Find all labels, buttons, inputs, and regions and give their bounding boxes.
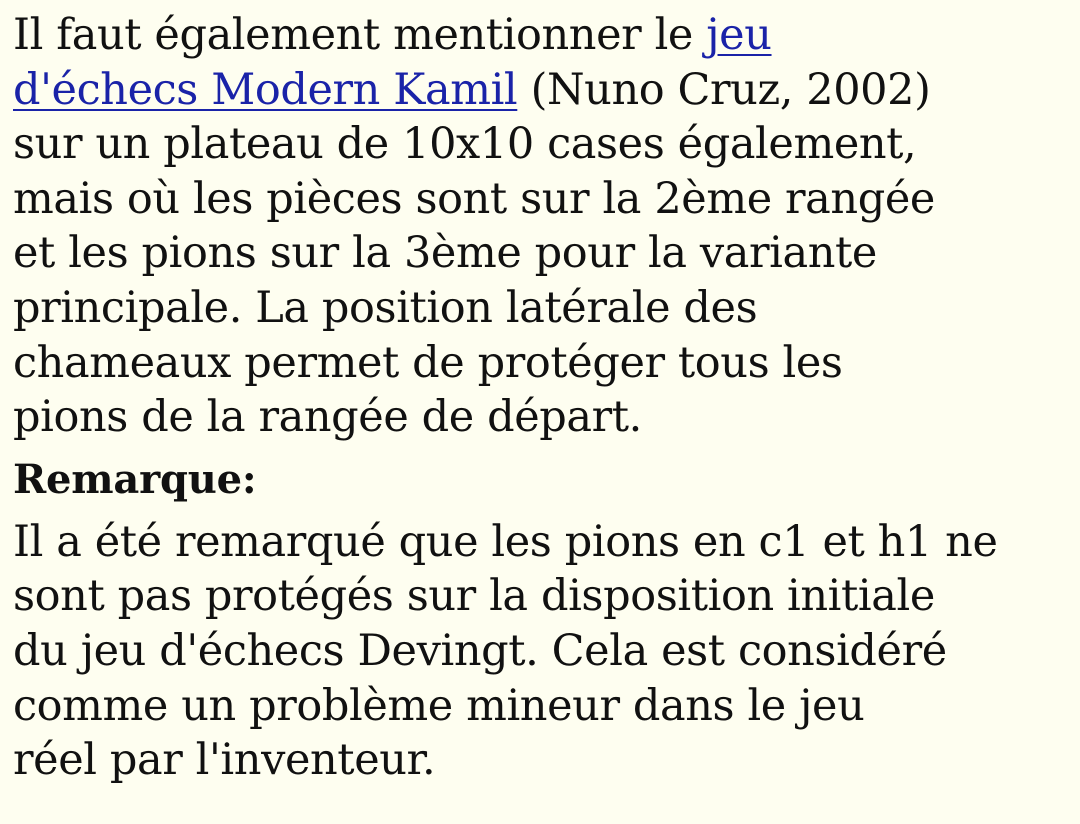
paragraph-line: Il a été remarqué que les pions en c1 et h1 ne <box>13 516 998 567</box>
remark-heading: Remarque: <box>13 455 257 503</box>
paragraph-line: principale. La position latérale des <box>13 282 758 333</box>
paragraph-line: mais où les pièces sont sur la 2ème rangée <box>13 173 935 224</box>
paragraph-line: du jeu d'échecs Devingt. Cela est considéré <box>13 625 947 676</box>
paragraph-remark <box>13 515 1066 788</box>
paragraph-text: (Nuno Cruz, 2002) <box>517 64 931 115</box>
paragraph-line: chameaux permet de protéger tous les <box>13 337 843 388</box>
paragraph-line <box>13 63 1066 118</box>
paragraph-line: pions de la rangée de départ. <box>13 392 642 443</box>
paragraph-line: sont pas protégés sur la disposition initiale <box>13 571 935 622</box>
paragraph-text: Il faut également mentionner le <box>13 10 707 60</box>
paragraph-modern-kamil <box>13 8 1066 445</box>
modern-kamil-link[interactable]: d'échecs Modern Kamil <box>13 64 518 115</box>
paragraph-line <box>13 8 1066 63</box>
paragraph-line: sur un plateau de 10x10 cases également, <box>13 119 917 170</box>
paragraph-line: et les pions sur la 3ème pour la variante <box>13 228 877 279</box>
paragraph-line: réel par l'inventeur. <box>13 735 436 786</box>
paragraph-line: comme un problème mineur dans le jeu <box>13 680 865 731</box>
modern-kamil-link[interactable]: jeu <box>706 10 772 60</box>
